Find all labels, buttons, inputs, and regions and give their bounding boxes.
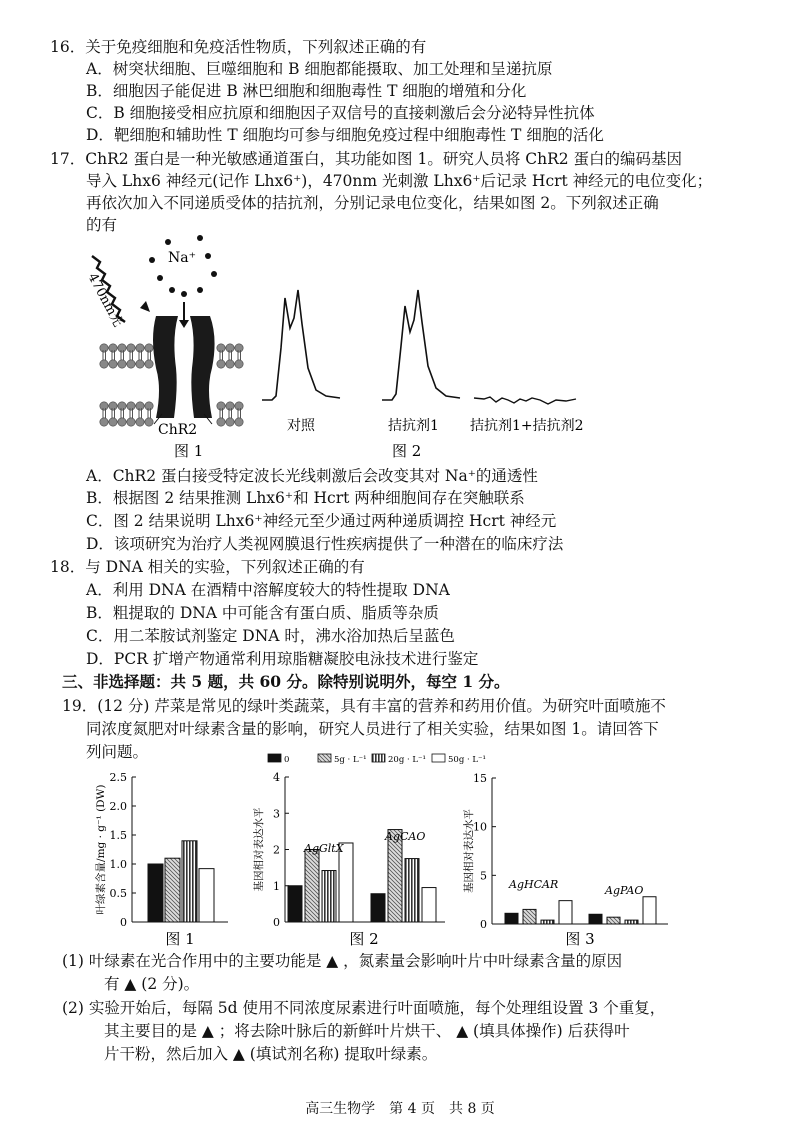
bar: [405, 859, 419, 922]
q19-sub-line2: 有 ▲ (2 分)。: [104, 975, 200, 993]
lipid-head: [109, 344, 117, 352]
legend-label: 20g · L⁻¹: [388, 755, 426, 765]
y-tick-label: 2.0: [109, 800, 127, 813]
chart-legend: [268, 754, 486, 765]
lipid-head: [235, 360, 243, 368]
lipid-head: [217, 360, 225, 368]
q17-option-c: C．图 2 结果说明 Lhx6⁺神经元至少通过两种递质调控 Hcrt 神经元: [86, 512, 557, 530]
bar: [505, 913, 518, 924]
y-tick-label: 0.5: [109, 887, 127, 900]
lipid-head: [127, 402, 135, 410]
q16-option-d: D．靶细胞和辅助性 T 细胞均可参与细胞免疫过程中细胞毒性 T 细胞的活化: [86, 126, 604, 144]
legend-label: 5g · L⁻¹: [334, 755, 367, 765]
q17-stem-line3: 再依次加入不同递质受体的拮抗剂，分别记录电位变化，结果如图 2。下列叙述正确: [86, 194, 659, 212]
q19-sub-line4: 其主要目的是 ▲ ；将去除叶脉后的新鲜叶片烘干、 ▲ (填具体操作) 后获得叶: [104, 1022, 630, 1040]
y-tick-label: 0: [273, 916, 280, 929]
trace-label-control: 对照: [287, 418, 315, 434]
q18-option-c: C．用二苯胺试剂鉴定 DNA 时，沸水浴加热后呈蓝色: [86, 627, 455, 645]
lipid-head: [145, 360, 153, 368]
trace-control: [262, 290, 340, 400]
lipid-head: [226, 402, 234, 410]
group-label: AgHCAR: [509, 878, 559, 891]
lipid-head: [100, 402, 108, 410]
chart-fig3: [462, 772, 668, 948]
lipid-head: [217, 418, 225, 426]
lipid-head: [118, 418, 126, 426]
legend-label: 50g · L⁻¹: [448, 755, 486, 765]
lipid-head: [145, 418, 153, 426]
lipid-head: [127, 360, 135, 368]
q18-option-b: B．粗提取的 DNA 中可能含有蛋白质、脂质等杂质: [86, 604, 439, 622]
q19-sub-line5: 片干粉，然后加入 ▲ (填试剂名称) 提取叶绿素。: [104, 1045, 438, 1063]
bar: [148, 864, 163, 922]
trace-label-antagonist1-2: 拮抗剂1+拮抗剂2: [470, 418, 584, 434]
lipid-head: [118, 402, 126, 410]
lipid-head: [127, 418, 135, 426]
bar: [625, 920, 638, 924]
trace-antagonist1: [382, 290, 460, 400]
lipid-head: [235, 344, 243, 352]
lipid-head: [226, 360, 234, 368]
lipid-head: [145, 344, 153, 352]
bar: [199, 869, 214, 922]
y-tick-label: 10: [473, 820, 487, 834]
y-tick-label: 15: [473, 772, 487, 785]
page-footer: 高三生物学 第 4 页 共 8 页: [305, 1101, 495, 1117]
chart-title: 图 3: [565, 930, 595, 948]
lipid-head: [136, 402, 144, 410]
q19-stem-line1: 19．(12 分) 芹菜是常见的绿叶类蔬菜，具有丰富的营养和药用价值。为研究叶面喷施不: [62, 697, 666, 715]
y-tick-label: 0: [480, 918, 487, 931]
fig1-caption: 图 1: [174, 442, 204, 460]
chart-title: 图 1: [165, 930, 195, 948]
trace-antagonist1-2: [474, 397, 576, 404]
chr2-label: ChR2: [158, 422, 198, 438]
bar: [643, 897, 656, 924]
lipid-head: [109, 402, 117, 410]
legend-swatch: [432, 754, 445, 762]
q17-option-b: B．根据图 2 结果推测 Lhx6⁺和 Hcrt 两种细胞间存在突触联系: [86, 489, 525, 507]
section-3-heading: 三、非选择题：共 5 题，共 60 分。除特别说明外，每空 1 分。: [62, 672, 510, 691]
q18-stem: 18．与 DNA 相关的实验，下列叙述正确的有: [50, 558, 365, 576]
chart-title: 图 2: [349, 930, 379, 948]
lipid-head: [109, 418, 117, 426]
legend-label: 0: [284, 755, 290, 765]
q17-option-d: D．该项研究为治疗人类视网膜退行性疾病提供了一种潜在的临床疗法: [86, 535, 564, 553]
chr2-channel-protein: [153, 316, 215, 418]
y-tick-label: 1.0: [109, 858, 127, 871]
bar: [541, 920, 554, 924]
lipid-head: [127, 344, 135, 352]
bar: [322, 871, 336, 922]
lipid-head: [118, 360, 126, 368]
lipid-head: [226, 418, 234, 426]
lipid-head: [136, 344, 144, 352]
group-label: AgPAO: [605, 884, 644, 897]
q17-figures: [0, 228, 800, 464]
q17-option-a: A．ChR2 蛋白接受特定波长光线刺激后会改变其对 Na⁺的通透性: [86, 467, 538, 485]
lipid-head: [118, 344, 126, 352]
y-axis-label: 叶绿素含量/mg · g⁻¹ (DW): [95, 784, 107, 915]
q19-sub-line1: (1) 叶绿素在光合作用中的主要功能是 ▲ ，氮素量会影响叶片中叶绿素含量的原因: [62, 952, 623, 970]
lipid-head: [226, 344, 234, 352]
q17-stem-line1: 17．ChR2 蛋白是一种光敏感通道蛋白，其功能如图 1。研究人员将 ChR2 蛋白的编码基因: [50, 150, 683, 168]
lipid-head: [100, 418, 108, 426]
q19-charts: [0, 748, 800, 948]
legend-swatch: [268, 754, 281, 762]
chart-fig2: [252, 771, 445, 948]
bar: [388, 830, 402, 922]
q17-stem-line2: 导入 Lhx6 神经元(记作 Lhx6⁺)，470nm 光刺激 Lhx6⁺后记录 Hcrt 神经元的电位变化；: [86, 172, 713, 190]
y-tick-label: 4: [273, 771, 280, 784]
y-axis-label: 基因相对表达水平: [463, 809, 475, 893]
trace-label-antagonist1: 拮抗剂1: [388, 418, 439, 434]
q16-option-a: A．树突状细胞、巨噬细胞和 B 细胞都能摄取、加工处理和呈递抗原: [86, 60, 553, 78]
sodium-label: Na⁺: [168, 250, 196, 266]
q18-option-a: A．利用 DNA 在酒精中溶解度较大的特性提取 DNA: [86, 581, 450, 599]
q18-option-d: D．PCR 扩增产物通常利用琼脂糖凝胶电泳技术进行鉴定: [86, 650, 479, 668]
group-label: AgGltX: [304, 842, 344, 855]
bar: [305, 850, 319, 923]
q19-stem-line3: 列问题。: [86, 743, 149, 761]
q19-stem-line2: 同浓度氮肥对叶绿素含量的影响，研究人员进行了相关实验，结果如图 1。请回答下: [86, 720, 659, 738]
legend-swatch: [318, 754, 331, 762]
lipid-head: [100, 344, 108, 352]
lipid-head: [235, 402, 243, 410]
q19-sub-line3: (2) 实验开始后，每隔 5d 使用不同浓度尿素进行叶面喷施，每个处理组设置 3 个重复，: [62, 999, 666, 1017]
y-tick-label: 3: [273, 807, 280, 821]
q16-stem: 16．关于免疫细胞和免疫活性物质，下列叙述正确的有: [50, 38, 427, 56]
lipid-head: [136, 418, 144, 426]
y-tick-label: 1: [273, 879, 280, 893]
legend-swatch: [372, 754, 385, 762]
bar: [182, 841, 197, 922]
q16-option-b: B．细胞因子能促进 B 淋巴细胞和细胞毒性 T 细胞的增殖和分化: [86, 82, 527, 100]
bar: [589, 914, 602, 924]
bar: [165, 858, 180, 922]
lipid-head: [235, 418, 243, 426]
bar: [371, 894, 385, 922]
y-tick-label: 2: [273, 843, 280, 857]
y-axis-label: 基因相对表达水平: [253, 807, 265, 892]
bar: [523, 909, 536, 924]
lipid-head: [100, 360, 108, 368]
sodium-ions: [149, 235, 217, 297]
bar: [422, 888, 436, 922]
bar: [559, 901, 572, 924]
lipid-head: [109, 360, 117, 368]
lipid-head: [217, 344, 225, 352]
bar: [288, 886, 302, 922]
light-label: 470nm光: [84, 270, 126, 330]
q16-option-c: C．B 细胞接受相应抗原和细胞因子双信号的直接刺激后会分泌特异性抗体: [86, 104, 595, 122]
lipid-head: [145, 402, 153, 410]
y-tick-label: 5: [480, 869, 487, 883]
lipid-head: [217, 402, 225, 410]
y-tick-label: 0: [120, 916, 127, 929]
group-label: AgCAO: [385, 830, 426, 843]
bar: [607, 917, 620, 924]
q17-stem-line4: 的有: [86, 216, 118, 234]
chart-fig1: [94, 771, 228, 948]
y-tick-label: 2.5: [109, 771, 127, 784]
fig2-caption: 图 2: [392, 442, 422, 460]
lipid-head: [136, 360, 144, 368]
y-tick-label: 1.5: [109, 829, 127, 842]
